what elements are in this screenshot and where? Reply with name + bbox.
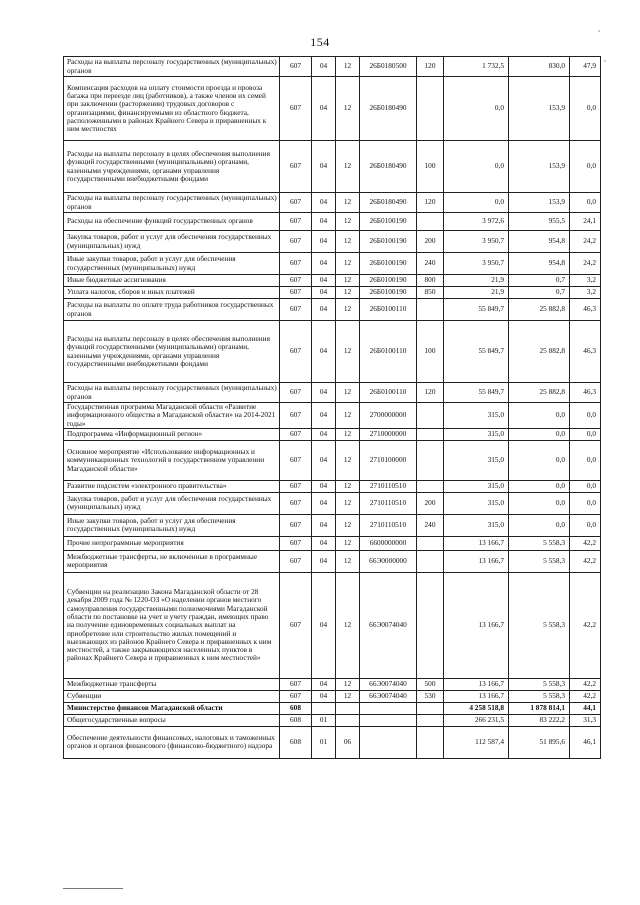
cell-subsection-code: 12 bbox=[336, 193, 360, 213]
cell-planned-amount: 266 231,5 bbox=[444, 714, 509, 726]
cell-target-article bbox=[360, 702, 417, 714]
cell-percent: 44,1 bbox=[570, 702, 601, 714]
cell-name: Субвенции на реализацию Закона Магаданской области от 28 декабря 2009 года № 1220-ОЗ «О наделении органов местного самоуправления государственными полномочиями Магаданской области по постановке на учет и учету граждан, имеющих право на получение единовременных социальных выплат на приобретение или строительство жилых помещений и выезжающих из районов Крайнего Севера и приравненных к ним местностей, а также закрывающихся населенных пунктов в районах Крайнего Севера и приравненных к ним местностей» bbox=[64, 572, 280, 678]
cell-name: Расходы на выплаты персоналу государственных (муниципальных) органов bbox=[64, 57, 280, 77]
table-row bbox=[64, 141, 601, 193]
table-row bbox=[64, 77, 601, 141]
cell-planned-amount: 315,0 bbox=[444, 440, 509, 480]
cell-executed-amount: 1 878 814,1 bbox=[509, 702, 570, 714]
cell-subsection-code: 12 bbox=[336, 253, 360, 275]
table-row bbox=[64, 440, 601, 480]
cell-expense-type bbox=[417, 480, 444, 492]
cell-section-code: 04 bbox=[312, 514, 336, 536]
cell-target-article: 26Б0180490 bbox=[360, 193, 417, 213]
cell-name: Расходы на выплаты персоналу в целях обеспечения выполнения функций государственными (муниципальными) органами, казенными учреждениями, органами управления государственными внебюджетными фондами bbox=[64, 141, 280, 193]
scan-speck bbox=[598, 30, 600, 32]
cell-expense-type: 240 bbox=[417, 514, 444, 536]
cell-executed-amount: 0,7 bbox=[509, 275, 570, 287]
cell-department-code: 607 bbox=[280, 287, 312, 299]
cell-name: Подпрограмма «Информационный регион» bbox=[64, 428, 280, 440]
cell-percent: 46,3 bbox=[570, 383, 601, 403]
budget-table bbox=[63, 56, 601, 759]
cell-expense-type bbox=[417, 702, 444, 714]
table-row bbox=[64, 57, 601, 77]
cell-section-code: 04 bbox=[312, 492, 336, 514]
cell-percent: 46,1 bbox=[570, 726, 601, 758]
cell-expense-type: 100 bbox=[417, 141, 444, 193]
cell-subsection-code: 12 bbox=[336, 77, 360, 141]
cell-name: Уплата налогов, сборов и иных платежей bbox=[64, 287, 280, 299]
cell-target-article: 2710000000 bbox=[360, 428, 417, 440]
cell-subsection-code: 12 bbox=[336, 440, 360, 480]
cell-planned-amount: 4 258 518,8 bbox=[444, 702, 509, 714]
cell-target-article: 26Б0180490 bbox=[360, 77, 417, 141]
cell-department-code: 607 bbox=[280, 492, 312, 514]
cell-expense-type bbox=[417, 572, 444, 678]
cell-target-article: 26Б0100190 bbox=[360, 213, 417, 231]
cell-percent: 47,9 bbox=[570, 57, 601, 77]
cell-department-code: 607 bbox=[280, 440, 312, 480]
table-row bbox=[64, 299, 601, 321]
cell-section-code: 04 bbox=[312, 690, 336, 702]
cell-subsection-code: 12 bbox=[336, 275, 360, 287]
cell-planned-amount: 315,0 bbox=[444, 514, 509, 536]
cell-executed-amount: 5 558,3 bbox=[509, 572, 570, 678]
cell-planned-amount: 3 950,7 bbox=[444, 253, 509, 275]
cell-expense-type bbox=[417, 440, 444, 480]
cell-section-code: 04 bbox=[312, 57, 336, 77]
cell-planned-amount: 315,0 bbox=[444, 428, 509, 440]
cell-percent: 3,2 bbox=[570, 275, 601, 287]
cell-section-code: 04 bbox=[312, 321, 336, 383]
cell-department-code: 607 bbox=[280, 321, 312, 383]
cell-target-article bbox=[360, 714, 417, 726]
cell-target-article: 26Б0100110 bbox=[360, 383, 417, 403]
cell-name: Обеспечение деятельности финансовых, налоговых и таможенных органов и органов финансового (финансово-бюджетного) надзора bbox=[64, 726, 280, 758]
cell-percent: 46,3 bbox=[570, 321, 601, 383]
cell-department-code: 607 bbox=[280, 690, 312, 702]
cell-percent: 31,3 bbox=[570, 714, 601, 726]
cell-subsection-code: 12 bbox=[336, 492, 360, 514]
cell-target-article: 26Б0100110 bbox=[360, 299, 417, 321]
cell-department-code: 607 bbox=[280, 514, 312, 536]
cell-section-code: 04 bbox=[312, 299, 336, 321]
cell-subsection-code bbox=[336, 714, 360, 726]
cell-target-article: 66Э0074040 bbox=[360, 690, 417, 702]
cell-subsection-code: 12 bbox=[336, 690, 360, 702]
cell-section-code: 04 bbox=[312, 141, 336, 193]
cell-department-code: 607 bbox=[280, 213, 312, 231]
table-row bbox=[64, 287, 601, 299]
cell-executed-amount: 153,9 bbox=[509, 193, 570, 213]
cell-section-code: 04 bbox=[312, 440, 336, 480]
cell-executed-amount: 5 558,3 bbox=[509, 690, 570, 702]
cell-planned-amount: 13 166,7 bbox=[444, 690, 509, 702]
table-row bbox=[64, 550, 601, 572]
cell-target-article: 26Б0100190 bbox=[360, 287, 417, 299]
cell-subsection-code: 12 bbox=[336, 299, 360, 321]
cell-executed-amount: 954,8 bbox=[509, 253, 570, 275]
cell-section-code: 04 bbox=[312, 550, 336, 572]
cell-department-code: 607 bbox=[280, 275, 312, 287]
cell-target-article: 26Б0100110 bbox=[360, 321, 417, 383]
cell-subsection-code: 12 bbox=[336, 321, 360, 383]
cell-name: Субвенции bbox=[64, 690, 280, 702]
cell-section-code: 04 bbox=[312, 428, 336, 440]
cell-planned-amount: 21,9 bbox=[444, 275, 509, 287]
cell-planned-amount: 13 166,7 bbox=[444, 678, 509, 690]
cell-percent: 42,2 bbox=[570, 536, 601, 550]
page-number: 154 bbox=[310, 35, 330, 49]
cell-expense-type: 500 bbox=[417, 678, 444, 690]
cell-executed-amount: 25 882,8 bbox=[509, 321, 570, 383]
cell-target-article: 2710110510 bbox=[360, 492, 417, 514]
cell-percent: 0,0 bbox=[570, 403, 601, 429]
cell-name: Межбюджетные трансферты bbox=[64, 678, 280, 690]
cell-expense-type bbox=[417, 77, 444, 141]
cell-target-article: 26Б0180500 bbox=[360, 57, 417, 77]
cell-section-code: 04 bbox=[312, 253, 336, 275]
cell-percent: 0,0 bbox=[570, 77, 601, 141]
cell-section-code: 04 bbox=[312, 383, 336, 403]
cell-executed-amount: 0,0 bbox=[509, 514, 570, 536]
cell-expense-type bbox=[417, 213, 444, 231]
cell-expense-type: 800 bbox=[417, 275, 444, 287]
cell-percent: 0,0 bbox=[570, 492, 601, 514]
cell-executed-amount: 153,9 bbox=[509, 141, 570, 193]
cell-percent: 42,2 bbox=[570, 678, 601, 690]
cell-section-code: 01 bbox=[312, 714, 336, 726]
budget-table-wrapper bbox=[63, 56, 600, 759]
cell-name: Межбюджетные трансферты, не включенные в программные мероприятия bbox=[64, 550, 280, 572]
cell-planned-amount: 13 166,7 bbox=[444, 572, 509, 678]
cell-target-article bbox=[360, 726, 417, 758]
cell-subsection-code: 12 bbox=[336, 514, 360, 536]
cell-name: Закупка товаров, работ и услуг для обеспечения государственных (муниципальных) нужд bbox=[64, 492, 280, 514]
cell-name: Расходы на обеспечение функций государственных органов bbox=[64, 213, 280, 231]
cell-subsection-code: 12 bbox=[336, 403, 360, 429]
cell-section-code: 04 bbox=[312, 480, 336, 492]
cell-target-article: 2710110510 bbox=[360, 480, 417, 492]
table-row bbox=[64, 275, 601, 287]
cell-planned-amount: 55 849,7 bbox=[444, 321, 509, 383]
cell-percent: 42,2 bbox=[570, 690, 601, 702]
cell-executed-amount: 5 558,3 bbox=[509, 536, 570, 550]
budget-table-body bbox=[64, 57, 601, 759]
cell-target-article: 26Б0100190 bbox=[360, 275, 417, 287]
cell-planned-amount: 1 732,5 bbox=[444, 57, 509, 77]
cell-subsection-code: 12 bbox=[336, 287, 360, 299]
table-row bbox=[64, 428, 601, 440]
cell-name: Развитие подсистем «электронного правительства» bbox=[64, 480, 280, 492]
cell-percent: 42,2 bbox=[570, 572, 601, 678]
cell-expense-type bbox=[417, 299, 444, 321]
cell-department-code: 607 bbox=[280, 480, 312, 492]
cell-subsection-code: 12 bbox=[336, 572, 360, 678]
cell-section-code: 04 bbox=[312, 193, 336, 213]
cell-executed-amount: 153,9 bbox=[509, 77, 570, 141]
table-row bbox=[64, 403, 601, 429]
cell-department-code: 607 bbox=[280, 550, 312, 572]
cell-target-article: 66Э0074040 bbox=[360, 572, 417, 678]
cell-expense-type bbox=[417, 403, 444, 429]
cell-subsection-code: 12 bbox=[336, 141, 360, 193]
cell-percent: 0,0 bbox=[570, 440, 601, 480]
cell-name: Общегосударственные вопросы bbox=[64, 714, 280, 726]
cell-section-code: 04 bbox=[312, 287, 336, 299]
cell-planned-amount: 55 849,7 bbox=[444, 383, 509, 403]
cell-expense-type: 200 bbox=[417, 231, 444, 253]
cell-name: Иные закупки товаров, работ и услуг для обеспечения государственных (муниципальных) нужд bbox=[64, 253, 280, 275]
cell-percent: 24,2 bbox=[570, 231, 601, 253]
cell-planned-amount: 315,0 bbox=[444, 403, 509, 429]
cell-department-code: 607 bbox=[280, 57, 312, 77]
cell-department-code: 608 bbox=[280, 726, 312, 758]
cell-executed-amount: 0,7 bbox=[509, 287, 570, 299]
cell-department-code: 607 bbox=[280, 536, 312, 550]
cell-expense-type: 120 bbox=[417, 57, 444, 77]
cell-percent: 0,0 bbox=[570, 480, 601, 492]
cell-department-code: 607 bbox=[280, 403, 312, 429]
table-row bbox=[64, 253, 601, 275]
table-row bbox=[64, 678, 601, 690]
cell-name: Закупка товаров, работ и услуг для обеспечения государственных (муниципальных) нужд bbox=[64, 231, 280, 253]
cell-expense-type bbox=[417, 726, 444, 758]
cell-subsection-code: 06 bbox=[336, 726, 360, 758]
cell-executed-amount: 0,0 bbox=[509, 480, 570, 492]
table-row bbox=[64, 514, 601, 536]
cell-department-code: 607 bbox=[280, 193, 312, 213]
cell-executed-amount: 51 895,6 bbox=[509, 726, 570, 758]
cell-planned-amount: 55 849,7 bbox=[444, 299, 509, 321]
cell-department-code: 608 bbox=[280, 702, 312, 714]
cell-expense-type: 240 bbox=[417, 253, 444, 275]
cell-executed-amount: 0,0 bbox=[509, 403, 570, 429]
cell-planned-amount: 3 972,6 bbox=[444, 213, 509, 231]
cell-executed-amount: 5 558,3 bbox=[509, 678, 570, 690]
table-row bbox=[64, 213, 601, 231]
table-row bbox=[64, 193, 601, 213]
cell-name: Компенсация расходов на оплату стоимости проезда и провоза багажа при переезде лиц (работников), а также членов их семей при заключении (расторжении) трудовых договоров с организациями, финансируемыми из областного бюджета, расположенными в районах Крайнего Севера и приравненных к ним местностях bbox=[64, 77, 280, 141]
cell-target-article: 2700000000 bbox=[360, 403, 417, 429]
cell-department-code: 607 bbox=[280, 299, 312, 321]
cell-subsection-code: 12 bbox=[336, 550, 360, 572]
cell-target-article: 66Э0074040 bbox=[360, 678, 417, 690]
cell-section-code: 04 bbox=[312, 678, 336, 690]
cell-percent: 42,2 bbox=[570, 550, 601, 572]
cell-executed-amount: 830,0 bbox=[509, 57, 570, 77]
cell-subsection-code: 12 bbox=[336, 678, 360, 690]
cell-executed-amount: 0,0 bbox=[509, 428, 570, 440]
cell-expense-type: 530 bbox=[417, 690, 444, 702]
cell-department-code: 607 bbox=[280, 428, 312, 440]
cell-section-code: 01 bbox=[312, 726, 336, 758]
table-row bbox=[64, 231, 601, 253]
cell-executed-amount: 5 558,3 bbox=[509, 550, 570, 572]
cell-planned-amount: 315,0 bbox=[444, 480, 509, 492]
cell-section-code: 04 bbox=[312, 403, 336, 429]
table-row bbox=[64, 321, 601, 383]
cell-percent: 3,2 bbox=[570, 287, 601, 299]
cell-section-code: 04 bbox=[312, 275, 336, 287]
cell-subsection-code bbox=[336, 702, 360, 714]
scan-speck bbox=[604, 60, 606, 62]
cell-section-code bbox=[312, 702, 336, 714]
table-row bbox=[64, 383, 601, 403]
cell-department-code: 607 bbox=[280, 253, 312, 275]
cell-percent: 46,3 bbox=[570, 299, 601, 321]
cell-expense-type: 200 bbox=[417, 492, 444, 514]
cell-subsection-code: 12 bbox=[336, 383, 360, 403]
cell-executed-amount: 0,0 bbox=[509, 440, 570, 480]
cell-target-article: 26Б0100190 bbox=[360, 253, 417, 275]
cell-name: Расходы на выплаты персоналу государственных (муниципальных) органов bbox=[64, 193, 280, 213]
cell-subsection-code: 12 bbox=[336, 57, 360, 77]
cell-department-code: 607 bbox=[280, 141, 312, 193]
cell-executed-amount: 25 882,8 bbox=[509, 383, 570, 403]
cell-target-article: 6600000000 bbox=[360, 536, 417, 550]
cell-planned-amount: 315,0 bbox=[444, 492, 509, 514]
cell-percent: 0,0 bbox=[570, 428, 601, 440]
cell-target-article: 2710110510 bbox=[360, 514, 417, 536]
table-row bbox=[64, 480, 601, 492]
table-row bbox=[64, 536, 601, 550]
table-row bbox=[64, 492, 601, 514]
cell-expense-type: 120 bbox=[417, 193, 444, 213]
cell-subsection-code: 12 bbox=[336, 536, 360, 550]
cell-expense-type bbox=[417, 536, 444, 550]
cell-section-code: 04 bbox=[312, 231, 336, 253]
cell-executed-amount: 83 222,2 bbox=[509, 714, 570, 726]
cell-name: Основное мероприятие «Использование информационных и коммуникационных технологий в государственном управлении Магаданской области» bbox=[64, 440, 280, 480]
cell-department-code: 607 bbox=[280, 77, 312, 141]
cell-expense-type: 850 bbox=[417, 287, 444, 299]
cell-department-code: 607 bbox=[280, 231, 312, 253]
cell-expense-type bbox=[417, 428, 444, 440]
cell-department-code: 608 bbox=[280, 714, 312, 726]
cell-target-article: 26Б0100190 bbox=[360, 231, 417, 253]
cell-target-article: 2710100000 bbox=[360, 440, 417, 480]
table-row bbox=[64, 572, 601, 678]
table-row bbox=[64, 726, 601, 758]
cell-section-code: 04 bbox=[312, 77, 336, 141]
cell-planned-amount: 0,0 bbox=[444, 77, 509, 141]
cell-planned-amount: 21,9 bbox=[444, 287, 509, 299]
cell-name: Прочие непрограммные мероприятия bbox=[64, 536, 280, 550]
cell-executed-amount: 954,8 bbox=[509, 231, 570, 253]
cell-target-article: 66Э0000000 bbox=[360, 550, 417, 572]
cell-target-article: 26Б0180490 bbox=[360, 141, 417, 193]
cell-name: Министерство финансов Магаданской области bbox=[64, 702, 280, 714]
cell-section-code: 04 bbox=[312, 536, 336, 550]
cell-executed-amount: 955,5 bbox=[509, 213, 570, 231]
cell-executed-amount: 0,0 bbox=[509, 492, 570, 514]
cell-percent: 24,2 bbox=[570, 253, 601, 275]
table-row bbox=[64, 714, 601, 726]
cell-subsection-code: 12 bbox=[336, 231, 360, 253]
cell-name: Расходы на выплаты персоналу в целях обеспечения выполнения функций государственными (муниципальными) органами, казенными учреждениями, органами управления государственными внебюджетными фондами bbox=[64, 321, 280, 383]
cell-subsection-code: 12 bbox=[336, 480, 360, 492]
cell-percent: 0,0 bbox=[570, 193, 601, 213]
cell-planned-amount: 13 166,7 bbox=[444, 536, 509, 550]
cell-planned-amount: 13 166,7 bbox=[444, 550, 509, 572]
cell-department-code: 607 bbox=[280, 678, 312, 690]
cell-name: Государственная программа Магаданской области «Развитие информационного общества в Магаданской области» на 2014-2021 годы» bbox=[64, 403, 280, 429]
cell-subsection-code: 12 bbox=[336, 213, 360, 231]
cell-name: Расходы на выплаты по оплате труда работников государственных органов bbox=[64, 299, 280, 321]
cell-expense-type: 120 bbox=[417, 383, 444, 403]
cell-percent: 24,1 bbox=[570, 213, 601, 231]
cell-planned-amount: 0,0 bbox=[444, 141, 509, 193]
cell-percent: 0,0 bbox=[570, 514, 601, 536]
cell-planned-amount: 3 950,7 bbox=[444, 231, 509, 253]
cell-planned-amount: 0,0 bbox=[444, 193, 509, 213]
cell-section-code: 04 bbox=[312, 213, 336, 231]
cell-section-code: 04 bbox=[312, 572, 336, 678]
cell-executed-amount: 25 882,8 bbox=[509, 299, 570, 321]
cell-planned-amount: 112 587,4 bbox=[444, 726, 509, 758]
cell-expense-type: 100 bbox=[417, 321, 444, 383]
cell-subsection-code: 12 bbox=[336, 428, 360, 440]
table-row bbox=[64, 690, 601, 702]
footnote-divider bbox=[63, 888, 123, 889]
cell-department-code: 607 bbox=[280, 383, 312, 403]
cell-department-code: 607 bbox=[280, 572, 312, 678]
cell-name: Иные закупки товаров, работ и услуг для обеспечения государственных (муниципальных) нужд bbox=[64, 514, 280, 536]
cell-name: Расходы на выплаты персоналу государственных (муниципальных) органов bbox=[64, 383, 280, 403]
table-row bbox=[64, 702, 601, 714]
cell-expense-type bbox=[417, 550, 444, 572]
cell-percent: 0,0 bbox=[570, 141, 601, 193]
cell-name: Иные бюджетные ассигнования bbox=[64, 275, 280, 287]
cell-expense-type bbox=[417, 714, 444, 726]
